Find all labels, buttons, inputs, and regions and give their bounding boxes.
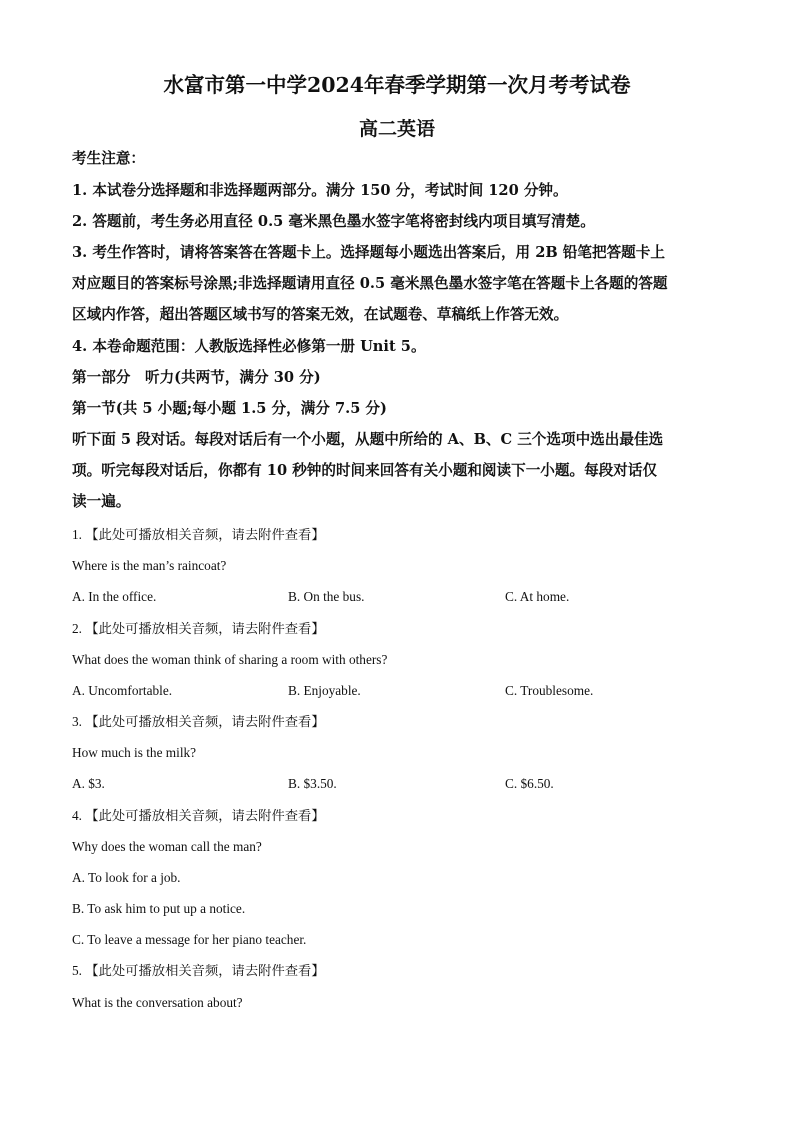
option-c: C. To leave a message for her piano teacher. [72, 932, 307, 947]
audio-placeholder[interactable]: 3. 【此处可播放相关音频，请去附件查看】 [72, 714, 325, 729]
option-b: B. $3.50. [288, 776, 337, 791]
part1-heading: 第一部分 听力(共两节，满分 30 分) [72, 369, 321, 386]
question-stem: How much is the milk? [72, 745, 197, 760]
option-c: C. Troublesome. [505, 683, 594, 698]
notice-line-4: 对应题目的答案标号涂黑;非选择题请用直径 0.5 毫米黑色墨水签字笔在答题卡上各题的答题 [72, 275, 668, 292]
audio-placeholder[interactable]: 4. 【此处可播放相关音频，请去附件查看】 [72, 808, 325, 823]
option-c: C. $6.50. [505, 776, 554, 791]
instructions-line-3: 读一遍。 [72, 493, 131, 510]
question-stem: Where is the man’s raincoat? [72, 558, 227, 573]
exam-title: 水富市第一中学2024年春季学期第一次月考考试卷 [163, 73, 631, 97]
audio-placeholder[interactable]: 2. 【此处可播放相关音频，请去附件查看】 [72, 621, 325, 636]
question-stem: What is the conversation about? [72, 995, 243, 1010]
question-stem: What does the woman think of sharing a room with others? [72, 652, 388, 667]
option-a: A. To look for a job. [72, 870, 181, 885]
instructions-line-1: 听下面 5 段对话。每段对话后有一个小题，从题中所给的 A、B、C 三个选项中选出最佳选 [72, 431, 664, 448]
section1-heading: 第一节(共 5 小题;每小题 1.5 分，满分 7.5 分) [72, 400, 387, 417]
notice-heading: 考生注意： [72, 150, 145, 167]
option-b: B. Enjoyable. [288, 683, 361, 698]
notice-line-2: 2. 答题前，考生务必用直径 0.5 毫米黑色墨水签字笔将密封线内项目填写清楚。 [72, 213, 595, 230]
notice-line-6: 4. 本卷命题范围：人教版选择性必修第一册 Unit 5。 [72, 338, 426, 355]
option-a: A. Uncomfortable. [72, 683, 173, 698]
option-a: A. In the office. [72, 589, 157, 604]
audio-placeholder[interactable]: 5. 【此处可播放相关音频，请去附件查看】 [72, 963, 325, 978]
notice-line-3: 3. 考生作答时，请将答案答在答题卡上。选择题每小题选出答案后，用 2B 铅笔把答题卡上 [72, 244, 665, 261]
option-a: A. $3. [72, 776, 105, 791]
audio-placeholder[interactable]: 1. 【此处可播放相关音频，请去附件查看】 [72, 527, 325, 542]
exam-subtitle: 高二英语 [358, 118, 435, 140]
notice-line-1: 1. 本试卷分选择题和非选择题两部分。满分 150 分，考试时间 120 分钟。 [72, 182, 568, 199]
option-c: C. At home. [505, 589, 570, 604]
question-stem: Why does the woman call the man? [72, 839, 262, 854]
option-b: B. On the bus. [288, 589, 365, 604]
option-b: B. To ask him to put up a notice. [72, 901, 246, 916]
notice-line-5: 区域内作答，超出答题区域书写的答案无效，在试题卷、草稿纸上作答无效。 [72, 306, 569, 323]
instructions-line-2: 项。听完每段对话后，你都有 10 秒钟的时间来回答有关小题和阅读下一小题。每段对话仅 [72, 462, 658, 479]
